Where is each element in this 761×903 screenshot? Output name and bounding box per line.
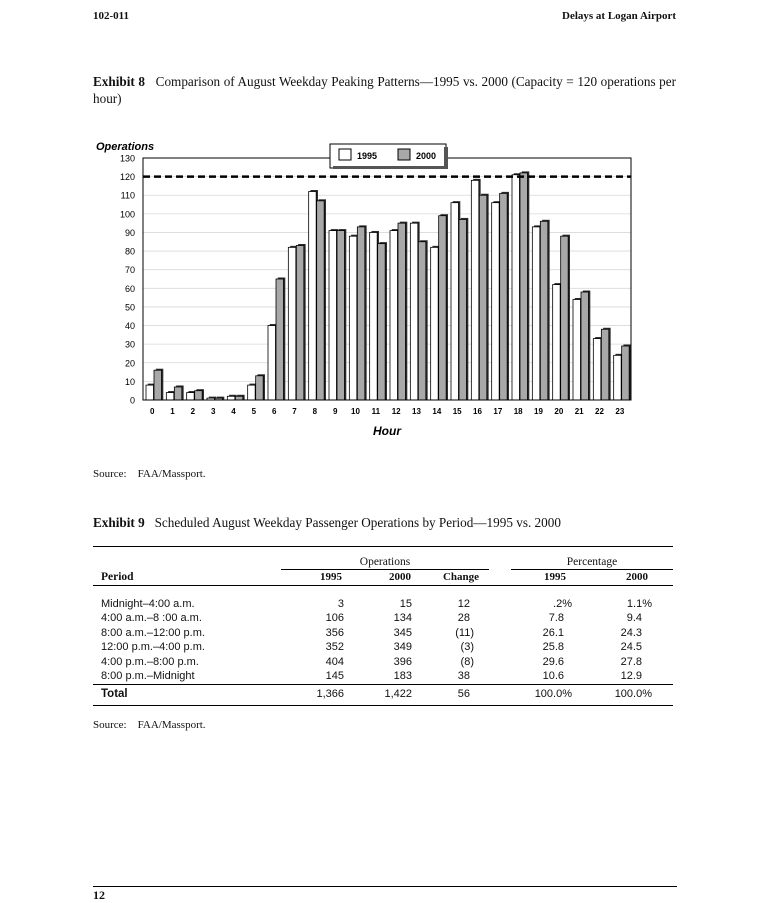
exhibit-9-source	[93, 719, 206, 731]
document-code: 102-011	[93, 10, 130, 22]
exhibit-8-caption	[93, 73, 676, 107]
row-ops-2000: 396	[393, 655, 412, 668]
exhibit-8-label: Exhibit 8	[93, 74, 145, 89]
row-change: (8)	[460, 655, 474, 668]
col-header-change: Change	[442, 571, 479, 583]
row-period: 8:00 p.m.–Midnight	[101, 670, 195, 682]
bar-1995-hour-1	[166, 393, 174, 400]
x-tick-label: 8	[312, 407, 318, 416]
y-tick-label: 130	[119, 153, 135, 164]
row-period: 12:00 p.m.–4:00 p.m.	[101, 641, 205, 653]
x-tick-label: 14	[432, 407, 442, 416]
bar-1995-hour-17	[492, 203, 500, 400]
total-ops-2000: 1,422	[384, 688, 412, 701]
bar-1995-hour-16	[471, 180, 479, 400]
row-change: 38	[457, 670, 470, 682]
operations-bar-chart	[93, 135, 653, 455]
row-pct-2000: 24.3	[620, 626, 642, 639]
source-text: FAA/Massport.	[137, 719, 206, 731]
row-pct-2000: 27.8	[620, 655, 642, 668]
bar-2000-hour-20	[561, 236, 569, 400]
running-title: Delays at Logan Airport	[562, 10, 676, 22]
x-tick-label: 20	[554, 407, 564, 416]
table-row	[93, 611, 673, 626]
exhibit-9-label: Exhibit 9	[93, 515, 145, 530]
y-tick-label: 110	[120, 190, 135, 201]
x-axis-title: Hour	[373, 424, 401, 438]
row-pct-1995: 10.6	[542, 670, 564, 682]
exhibit-9-caption	[93, 515, 561, 531]
bar-1995-hour-2	[187, 393, 195, 400]
legend-swatch-1995	[339, 149, 351, 160]
row-period: Midnight–4:00 a.m.	[101, 597, 195, 610]
bar-2000-hour-18	[520, 173, 528, 400]
x-tick-label: 5	[251, 407, 257, 416]
total-label: Total	[101, 688, 128, 701]
bar-2000-hour-22	[601, 329, 609, 400]
bar-2000-hour-7	[296, 245, 304, 400]
x-tick-label: 3	[210, 407, 216, 416]
row-pct-1995: 29.6	[542, 655, 564, 668]
col-header-ops-2000: 2000	[389, 571, 411, 583]
y-tick-label: 100	[119, 209, 135, 220]
bar-1995-hour-12	[390, 231, 398, 400]
row-ops-1995: 352	[325, 641, 344, 653]
bar-2000-hour-4	[235, 396, 243, 400]
x-tick-label: 15	[452, 407, 462, 416]
total-pct-1995: 100.0%	[534, 688, 572, 701]
legend-swatch-2000	[398, 149, 410, 160]
y-tick-label: 120	[119, 172, 135, 183]
bar-2000-hour-5	[256, 376, 264, 400]
y-tick-label: 80	[124, 246, 135, 257]
y-tick-label: 60	[124, 283, 135, 294]
col-header-pct-2000: 2000	[626, 571, 648, 583]
bar-1995-hour-5	[248, 385, 256, 400]
group-header-percentage: Percentage	[511, 555, 673, 570]
bar-1995-hour-0	[146, 385, 154, 400]
x-tick-label: 21	[574, 407, 584, 416]
bar-2000-hour-9	[337, 231, 345, 400]
x-tick-label: 9	[332, 407, 338, 416]
x-tick-label: 16	[473, 407, 482, 416]
x-tick-label: 12	[391, 407, 401, 416]
col-header-pct-1995: 1995	[544, 571, 566, 583]
table-row	[93, 669, 673, 684]
row-ops-2000: 183	[393, 670, 412, 682]
bar-2000-hour-8	[317, 201, 325, 400]
row-ops-2000: 345	[393, 626, 412, 639]
row-pct-2000: 1.1%	[626, 597, 652, 610]
bar-2000-hour-11	[378, 244, 386, 400]
source-label: Source:	[93, 719, 127, 731]
x-tick-label: 18	[513, 407, 523, 416]
bar-2000-hour-16	[479, 195, 487, 400]
x-tick-label: 0	[149, 407, 155, 416]
bar-2000-hour-2	[195, 391, 203, 400]
x-tick-label: 19	[534, 407, 543, 416]
bar-1995-hour-8	[309, 192, 317, 400]
x-tick-label: 13	[412, 407, 421, 416]
y-tick-label: 10	[124, 376, 135, 387]
x-tick-label: 1	[170, 407, 175, 416]
y-tick-label: 0	[129, 395, 135, 406]
total-change: 56	[457, 688, 470, 701]
bar-1995-hour-23	[614, 355, 622, 400]
row-pct-1995: 25.8	[542, 641, 564, 653]
x-tick-label: 11	[371, 407, 381, 416]
row-pct-2000: 9.4	[626, 612, 642, 624]
y-tick-label: 50	[124, 302, 135, 313]
total-ops-1995: 1,366	[316, 688, 344, 701]
source-text: FAA/Massport.	[137, 468, 206, 480]
y-tick-label: 40	[124, 321, 135, 332]
x-tick-label: 4	[231, 407, 236, 416]
x-tick-label: 6	[271, 407, 277, 416]
bar-1995-hour-21	[573, 299, 581, 400]
y-tick-label: 70	[124, 265, 135, 276]
bar-2000-hour-14	[439, 216, 447, 400]
col-header-period: Period	[101, 571, 134, 583]
row-ops-2000: 134	[393, 612, 412, 624]
row-ops-1995: 145	[325, 670, 344, 682]
bar-1995-hour-14	[431, 247, 439, 400]
x-tick-label: 23	[615, 407, 625, 416]
bar-2000-hour-19	[540, 221, 548, 400]
bar-1995-hour-15	[451, 203, 459, 400]
footer-rule	[93, 886, 677, 887]
row-pct-1995: .2%	[553, 597, 572, 610]
table-row	[93, 640, 673, 655]
col-header-ops-1995: 1995	[320, 571, 342, 583]
y-tick-label: 20	[124, 358, 135, 369]
row-ops-1995: 106	[325, 612, 344, 624]
row-change: (3)	[460, 641, 474, 653]
page-number: 12	[93, 888, 105, 902]
row-ops-1995: 404	[325, 655, 344, 668]
bar-1995-hour-18	[512, 175, 520, 400]
bar-2000-hour-1	[174, 387, 182, 400]
bar-1995-hour-4	[227, 396, 235, 400]
bar-2000-hour-21	[581, 292, 589, 400]
row-ops-2000: 15	[399, 597, 412, 610]
x-tick-label: 7	[292, 407, 297, 416]
bar-1995-hour-19	[532, 227, 540, 400]
legend	[330, 144, 448, 169]
row-change: (11)	[455, 626, 474, 639]
bar-2000-hour-13	[418, 242, 426, 400]
bar-2000-hour-17	[500, 193, 508, 400]
exhibit-9-text: Scheduled August Weekday Passenger Operations by Period—1995 vs. 2000	[154, 515, 561, 530]
total-row	[93, 684, 673, 705]
table-row	[93, 655, 673, 670]
x-tick-label: 2	[190, 407, 196, 416]
row-pct-1995: 7.8	[548, 612, 564, 624]
x-tick-label: 10	[351, 407, 360, 416]
row-period: 4:00 p.m.–8:00 p.m.	[101, 655, 199, 668]
x-tick-label: 22	[595, 407, 604, 416]
bar-2000-hour-6	[276, 279, 284, 400]
bar-1995-hour-22	[593, 339, 601, 400]
row-pct-2000: 12.9	[620, 670, 642, 682]
row-period: 8:00 a.m.–12:00 p.m.	[101, 626, 205, 639]
bar-2000-hour-0	[154, 370, 162, 400]
table-row	[93, 597, 673, 612]
y-axis-title: Operations	[96, 141, 155, 153]
row-change: 12	[457, 597, 470, 610]
table-row	[93, 626, 673, 641]
source-label: Source:	[93, 468, 127, 480]
bar-1995-hour-6	[268, 326, 276, 400]
legend-label-1995: 1995	[357, 151, 378, 161]
legend-label-2000: 2000	[416, 151, 437, 161]
group-header-operations: Operations	[281, 555, 489, 570]
exhibit-8-source	[93, 468, 206, 480]
bar-1995-hour-9	[329, 231, 337, 400]
bar-2000-hour-15	[459, 219, 467, 400]
row-pct-2000: 24.5	[620, 641, 642, 653]
row-pct-1995: 26.1	[542, 626, 564, 639]
bar-1995-hour-10	[349, 236, 357, 400]
exhibit-8-text: Comparison of August Weekday Peaking Patterns—1995 vs. 2000 (Capacity = 120 operations per hour)	[93, 74, 677, 106]
x-tick-label: 17	[493, 407, 503, 416]
row-period: 4:00 a.m.–8 :00 a.m.	[101, 612, 202, 624]
y-tick-label: 30	[124, 339, 135, 350]
bar-1995-hour-13	[410, 223, 418, 400]
row-change: 28	[457, 612, 470, 624]
row-ops-1995: 356	[325, 626, 344, 639]
total-pct-2000: 100.0%	[614, 688, 652, 701]
bar-1995-hour-11	[370, 232, 378, 400]
y-tick-label: 90	[124, 227, 135, 238]
bar-2000-hour-12	[398, 223, 406, 400]
operations-table	[93, 546, 673, 706]
bar-1995-hour-7	[288, 247, 296, 400]
bar-2000-hour-23	[622, 346, 630, 400]
row-ops-2000: 349	[393, 641, 412, 653]
bar-2000-hour-10	[357, 227, 365, 400]
row-ops-1995: 3	[337, 597, 344, 610]
bar-1995-hour-20	[553, 285, 561, 400]
